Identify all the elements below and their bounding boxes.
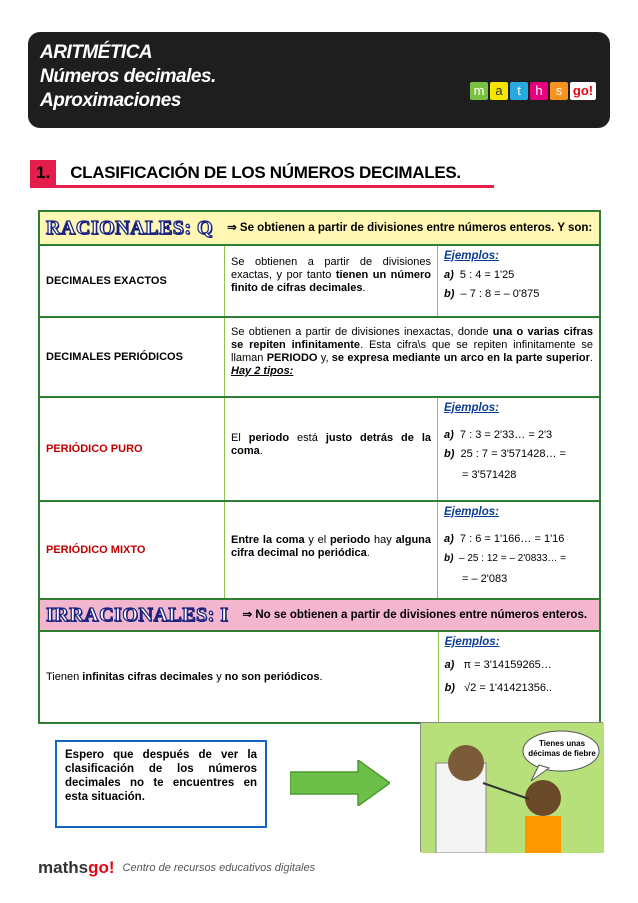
mixto-label: PERIÓDICO MIXTO xyxy=(40,502,225,598)
example-a-text: 7 : 6 = 1'166… = 1'16 xyxy=(459,533,565,545)
example-b-text: – 25 : 12 = – 2'0833… = xyxy=(459,553,567,564)
periodicos-description xyxy=(225,318,599,396)
logo-go: go! xyxy=(570,82,596,100)
example-a xyxy=(445,659,593,672)
irracionales-description-text xyxy=(40,632,439,722)
irracionales-cell xyxy=(40,600,599,630)
exactos-desc-b: tienen un número finito de cifras decimales xyxy=(231,269,431,294)
examples-heading: Ejemplos: xyxy=(444,506,499,518)
example-a xyxy=(444,429,593,442)
banner-line-1: ARITMÉTICA xyxy=(40,42,153,63)
mixto-examples xyxy=(438,502,599,598)
irr-t4: no son periódicos xyxy=(224,670,320,683)
example-b-label: b) xyxy=(444,448,455,460)
puro-description xyxy=(225,398,438,500)
puro-d3: está xyxy=(289,432,326,444)
example-a xyxy=(444,269,593,282)
example-a xyxy=(444,533,593,546)
example-a-label: a) xyxy=(444,429,454,441)
example-b-text: 25 : 7 = 3'571428… = xyxy=(460,448,566,460)
periodicos-d1: Se obtienen a partir de divisiones inexactas, donde xyxy=(231,326,493,338)
example-a-text: 7 : 3 = 2'33… = 2'3 xyxy=(459,429,553,441)
right-arrow-icon xyxy=(290,760,390,806)
logo-letter-t: t xyxy=(510,82,528,100)
irr-t2: infinitas cifras decimales xyxy=(82,670,214,683)
example-b-text: √2 = 1'41421356.. xyxy=(464,682,553,694)
note-box: Espero que después de ver la clasificación de los números decimales no te encuentres en esta situación. xyxy=(55,740,267,828)
mixto-description xyxy=(225,502,438,598)
examples-heading: Ejemplos: xyxy=(444,636,500,648)
footer-logo xyxy=(38,858,115,878)
periodicos-d5: y, xyxy=(317,352,332,364)
logo-letter-a: a xyxy=(490,82,508,100)
example-b-result: = – 2'083 xyxy=(462,573,508,585)
banner-line-2: Números decimales. xyxy=(40,66,216,87)
example-b xyxy=(444,552,593,565)
section-heading xyxy=(30,160,494,188)
footer-subtitle: Centro de recursos educativos digitales xyxy=(122,862,316,874)
puro-row xyxy=(40,398,599,502)
irracionales-body-row xyxy=(40,632,599,722)
racionales-description: ⇒ Se obtienen a partir de divisiones entre números enteros. Y son: xyxy=(227,221,593,234)
periodicos-d4: PERIODO xyxy=(266,352,318,364)
racionales-row xyxy=(40,212,599,246)
example-b-result: = 3'571428 xyxy=(462,469,517,481)
periodicos-row xyxy=(40,318,599,398)
exactos-description xyxy=(225,246,438,316)
footer-logo-b: go! xyxy=(88,858,115,877)
example-a-text: 5 : 4 = 1'25 xyxy=(459,269,515,281)
irracionales-description: ⇒ No se obtienen a partir de divisiones entre números enteros. xyxy=(242,608,588,621)
logo-letter-m: m xyxy=(470,82,488,100)
periodicos-d8: Hay 2 tipos: xyxy=(231,365,294,377)
exactos-label: DECIMALES EXACTOS xyxy=(40,246,225,316)
example-a-label: a) xyxy=(444,269,454,281)
puro-label: PERIÓDICO PURO xyxy=(40,398,225,500)
exactos-desc-a: Se obtienen a partir de divisiones exactas, y por tanto xyxy=(231,256,431,281)
example-b xyxy=(444,288,593,301)
periodicos-label: DECIMALES PERIÓDICOS xyxy=(40,318,225,396)
puro-examples xyxy=(438,398,599,500)
irracionales-heading: IRRACIONALES: I xyxy=(46,603,229,626)
examples-heading: Ejemplos: xyxy=(444,250,499,262)
periodicos-d2: una o varias cifras se repiten infinitamente xyxy=(231,326,593,351)
section-number: 1. xyxy=(30,160,56,186)
logo-letter-s: s xyxy=(550,82,568,100)
periodicos-d7: . xyxy=(589,352,593,364)
footer-logo-a: maths xyxy=(38,858,89,877)
mathsgo-logo xyxy=(470,82,596,100)
section-title: CLASIFICACIÓN DE LOS NÚMEROS DECIMALES. xyxy=(70,162,461,182)
example-b-label: b) xyxy=(444,553,454,564)
example-a-label: a) xyxy=(444,533,454,545)
example-b xyxy=(444,448,593,461)
speech-bubble: Tienes unas décimas de fiebre xyxy=(528,739,596,758)
exactos-examples xyxy=(438,246,599,316)
irr-t3: y xyxy=(213,670,225,683)
irracionales-examples xyxy=(439,632,599,722)
mixto-d2: y el xyxy=(304,534,330,546)
footer xyxy=(38,858,315,878)
mixto-row xyxy=(40,502,599,600)
example-a-text: π = 3'14159265… xyxy=(463,659,552,671)
mixto-d6: . xyxy=(366,547,370,559)
example-b-label: b) xyxy=(444,288,455,300)
periodicos-d3: . Esta cifra\s que se repiten infinitamente se llaman xyxy=(231,339,593,364)
example-b-text: – 7 : 8 = – 0'875 xyxy=(460,288,540,300)
classification-table xyxy=(38,210,601,724)
racionales-cell xyxy=(40,212,599,244)
logo-letter-h: h xyxy=(530,82,548,100)
exactos-row xyxy=(40,246,599,318)
periodicos-d6: se expresa mediante un arco en la parte superior xyxy=(331,352,590,364)
puro-d4: justo detrás de la coma xyxy=(231,432,431,457)
irracionales-row xyxy=(40,600,599,632)
header-banner xyxy=(28,32,610,128)
examples-heading: Ejemplos: xyxy=(444,402,499,414)
irr-t1: Tienen xyxy=(46,670,83,683)
puro-d1: El xyxy=(231,432,249,444)
example-b xyxy=(445,682,593,695)
banner-title xyxy=(40,41,216,113)
example-b-label: b) xyxy=(444,682,455,694)
puro-d2: periodo xyxy=(248,432,290,444)
banner-line-3: Aproximaciones xyxy=(40,90,181,111)
racionales-heading: RACIONALES: Q xyxy=(46,216,214,239)
mixto-d3: periodo xyxy=(329,534,371,546)
example-a-label: a) xyxy=(444,659,455,671)
mixto-d5: alguna cifra decimal no periódica xyxy=(231,534,432,559)
irr-t5: . xyxy=(319,670,323,683)
mixto-d4: hay xyxy=(370,534,396,546)
mixto-d1: Entre la coma xyxy=(231,534,305,546)
exactos-desc-c: . xyxy=(362,282,366,294)
doctor-cartoon xyxy=(420,722,603,852)
puro-d5: . xyxy=(259,445,263,457)
